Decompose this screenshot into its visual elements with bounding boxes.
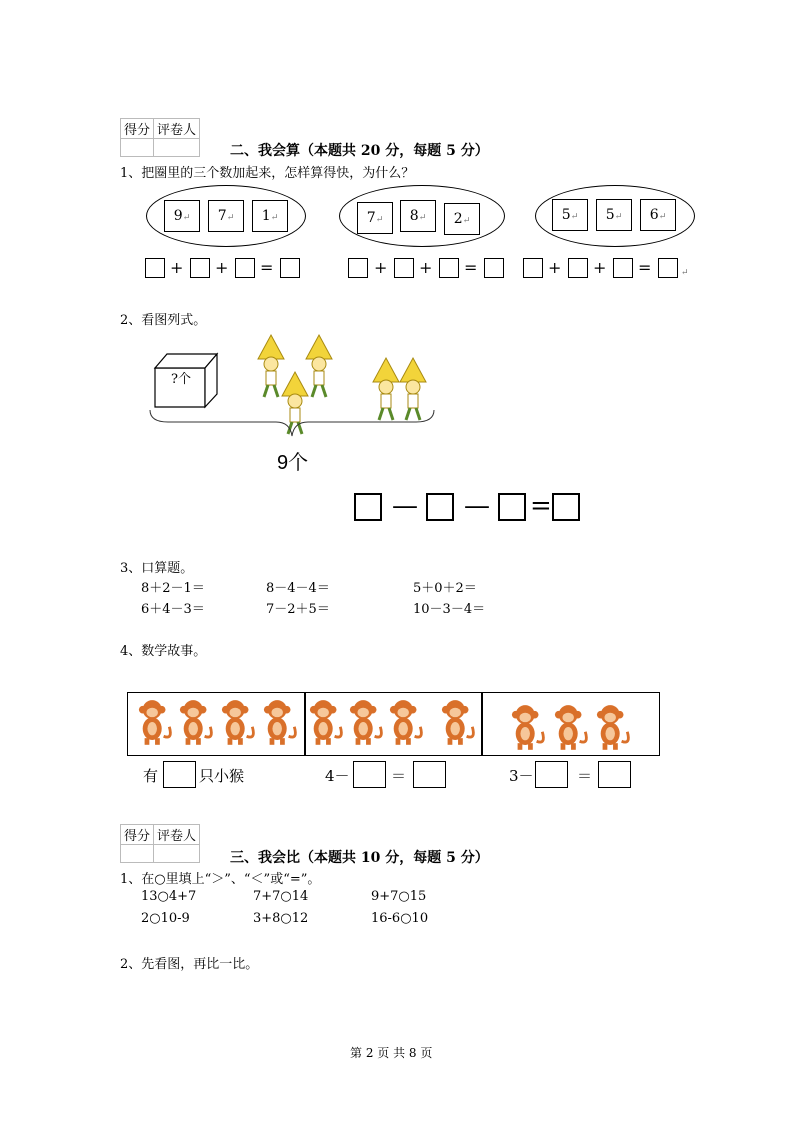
question-prompt: 1、把圈里的三个数加起来，怎样算得快，为什么？: [120, 166, 415, 181]
return-mark: ↵: [681, 268, 689, 278]
score-label: 得分: [121, 825, 154, 845]
compare-problem[interactable]: 2○10-9: [141, 911, 190, 926]
compare-problem[interactable]: 7+7○14: [253, 889, 309, 904]
answer-box[interactable]: [235, 258, 255, 278]
story-text: 4－: [325, 767, 350, 785]
compare-problem[interactable]: 16-6○10: [371, 911, 429, 926]
answer-box[interactable]: [598, 761, 631, 788]
question-prompt: 2、先看图，再比一比。: [120, 957, 259, 972]
number-box: 9↵: [164, 200, 200, 232]
story-text: 有: [143, 767, 159, 785]
minus-sign: —: [464, 491, 490, 521]
plus-sign: +: [170, 258, 184, 277]
grader-label: 评卷人: [154, 119, 200, 139]
monkey-figure: [220, 697, 258, 747]
answer-box[interactable]: [439, 258, 459, 278]
number-box: 2↵: [444, 203, 480, 235]
number-box: 7↵: [357, 202, 393, 234]
monkey-figure: [137, 697, 175, 747]
answer-box[interactable]: [353, 761, 386, 788]
plus-sign: +: [548, 258, 562, 277]
answer-box[interactable]: [426, 493, 454, 521]
answer-box[interactable]: [190, 258, 210, 278]
monkey-figure: [178, 697, 216, 747]
score-table: [120, 824, 200, 863]
math-problem: 8－4－4＝: [266, 581, 330, 596]
monkey-figure: [308, 697, 346, 747]
equals-sign: ＝: [577, 767, 593, 785]
compare-problem[interactable]: 13○4+7: [141, 889, 197, 904]
answer-box[interactable]: [535, 761, 568, 788]
monkey-figure: [595, 702, 633, 752]
score-table: [120, 118, 200, 157]
math-problem: 5＋0＋2＝: [413, 581, 477, 596]
page-footer: 第 2 页 共 8 页: [350, 1046, 433, 1060]
monkey-figure: [510, 702, 548, 752]
compare-problem[interactable]: 9+7○15: [371, 889, 427, 904]
answer-box[interactable]: [552, 493, 580, 521]
answer-box[interactable]: [484, 258, 504, 278]
number-box: 6↵: [640, 199, 676, 231]
math-problem: 6＋4－3＝: [141, 602, 205, 617]
answer-box[interactable]: [354, 493, 382, 521]
equals-sign: =: [260, 258, 274, 277]
answer-box[interactable]: [394, 258, 414, 278]
plus-sign: +: [215, 258, 229, 277]
answer-box[interactable]: [613, 258, 633, 278]
total-label: 9个: [277, 452, 309, 474]
plus-sign: +: [593, 258, 607, 277]
math-problem: 7－2＋5＝: [266, 602, 330, 617]
grader-cell[interactable]: [154, 139, 200, 157]
question-prompt: 2、看图列式。: [120, 313, 207, 328]
answer-box[interactable]: [163, 761, 196, 788]
equals-sign: =: [464, 258, 478, 277]
math-problem: 8＋2－1＝: [141, 581, 205, 596]
plus-sign: +: [374, 258, 388, 277]
number-box: 1↵: [252, 200, 288, 232]
number-box: 5↵: [552, 199, 588, 231]
equals-sign: ＝: [391, 767, 407, 785]
number-box: 7↵: [208, 200, 244, 232]
answer-box[interactable]: [523, 258, 543, 278]
answer-box[interactable]: [413, 761, 446, 788]
answer-box[interactable]: [280, 258, 300, 278]
answer-box[interactable]: [348, 258, 368, 278]
equals-sign: =: [530, 491, 552, 521]
grader-cell[interactable]: [154, 845, 200, 863]
monkey-figure: [388, 697, 426, 747]
monkey-figure: [262, 697, 300, 747]
box-label: ?个: [171, 372, 191, 387]
math-problem: 10－3－4＝: [413, 602, 486, 617]
answer-box[interactable]: [145, 258, 165, 278]
monkey-figure: [553, 702, 591, 752]
plus-sign: +: [419, 258, 433, 277]
section-title: 二、我会算（本题共 20 分，每题 5 分）: [230, 143, 489, 159]
equals-sign: =: [638, 258, 652, 277]
answer-box[interactable]: [658, 258, 678, 278]
question-prompt: 4、数学故事。: [120, 644, 207, 659]
answer-box[interactable]: [568, 258, 588, 278]
score-label: 得分: [121, 119, 154, 139]
score-cell[interactable]: [121, 845, 154, 863]
answer-box[interactable]: [498, 493, 526, 521]
number-box: 8↵: [400, 200, 436, 232]
story-text: 只小猴: [199, 767, 245, 785]
section-title: 三、我会比（本题共 10 分，每题 5 分）: [230, 850, 489, 866]
story-text: 3－: [509, 767, 534, 785]
grader-label: 评卷人: [154, 825, 200, 845]
compare-problem[interactable]: 3+8○12: [253, 911, 309, 926]
score-cell[interactable]: [121, 139, 154, 157]
number-box: 5↵: [596, 199, 632, 231]
brace: [148, 406, 438, 438]
minus-sign: —: [392, 491, 418, 521]
question-prompt: 1、在○里填上“＞”、“＜”或“=”。: [120, 872, 321, 887]
question-prompt: 3、口算题。: [120, 561, 194, 576]
monkey-figure: [440, 697, 478, 747]
monkey-figure: [348, 697, 386, 747]
